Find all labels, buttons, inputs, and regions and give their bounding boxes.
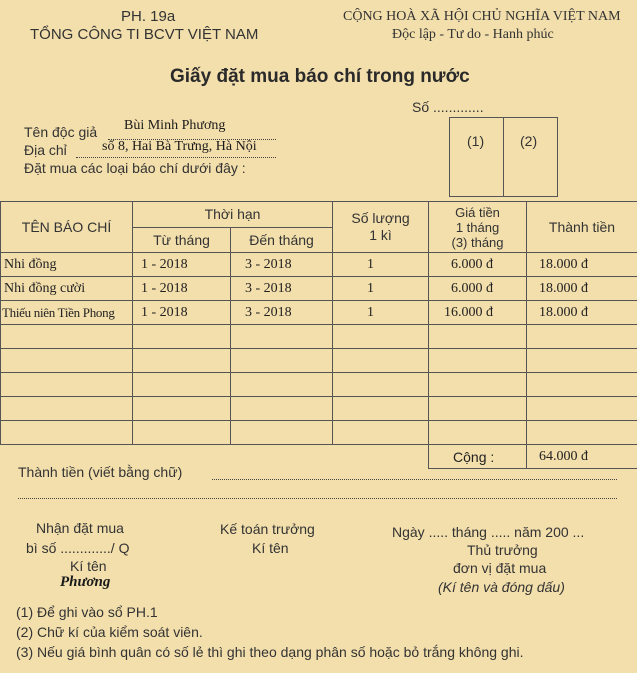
motto: Độc lập - Tư do - Hanh phúc — [392, 27, 554, 42]
table-row-empty — [1, 349, 637, 373]
receiver-title: Nhận đặt mua — [36, 520, 124, 536]
form-code: PH. 19a — [121, 8, 176, 25]
note-2: (2) Chữ kí của kiểm soát viên. — [16, 624, 203, 640]
row-total: 18.000 đ — [527, 253, 637, 277]
republic-title: CỘNG HOÀ XÃ HỘI CHỦ NGHĨA VIỆT NAM — [343, 9, 621, 24]
table-row — [1, 277, 637, 301]
table-row — [1, 253, 637, 277]
col-header-total: Thành tiền — [527, 202, 637, 253]
row-total: 18.000 đ — [527, 301, 637, 325]
col-header-period: Thời hạn — [133, 202, 333, 228]
form-title: Giấy đặt mua báo chí trong nước — [170, 66, 470, 87]
receiver-signature: Phương — [60, 574, 111, 590]
table-row-empty — [1, 325, 637, 349]
head-unit: đơn vị đặt mua — [453, 560, 547, 576]
number-label: Số ............. — [412, 99, 484, 115]
reader-name-label: Tên độc giả — [24, 124, 98, 140]
accountant-sign-label: Kí tên — [252, 540, 289, 556]
col-header-to: Đến tháng — [231, 227, 333, 253]
row-qty: 1 — [333, 301, 429, 325]
row-name: Nhi đồng — [1, 253, 133, 277]
sum-value: 64.000 đ — [527, 445, 637, 469]
sum-label: Cộng : — [429, 445, 527, 469]
subscription-table — [0, 201, 637, 469]
head-sign-note: (Kí tên và đóng dấu) — [438, 579, 565, 595]
row-price: 16.000 đ — [429, 301, 527, 325]
date-line: Ngày ..... tháng ..... năm 200 ... — [392, 524, 585, 540]
reader-address-value: số 8, Hai Bà Trưng, Hà Nội — [102, 139, 257, 154]
col-header-name: TÊN BÁO CHÍ — [1, 202, 133, 253]
row-to: 3 - 2018 — [231, 253, 333, 277]
company-name: TỔNG CÔNG TI BCVT VIỆT NAM — [30, 26, 259, 43]
note-1: (1) Để ghi vào sổ PH.1 — [16, 604, 158, 620]
table-row-empty — [1, 397, 637, 421]
col-header-from: Từ tháng — [133, 227, 231, 253]
col-header-price: Giá tiền 1 tháng (3) tháng — [429, 202, 527, 253]
box-1-label: (1) — [467, 133, 485, 149]
amount-words-line-1 — [212, 479, 617, 480]
row-to: 3 - 2018 — [231, 277, 333, 301]
accountant-title: Kế toán trưởng — [220, 521, 315, 537]
col-header-qty: Số lượng 1 kì — [333, 202, 429, 253]
row-total: 18.000 đ — [527, 277, 637, 301]
row-name: Nhi đồng cười — [1, 277, 133, 301]
control-boxes — [449, 117, 558, 197]
row-from: 1 - 2018 — [133, 301, 231, 325]
reader-address-line — [76, 157, 276, 158]
row-from: 1 - 2018 — [133, 253, 231, 277]
table-row-empty — [1, 421, 637, 445]
reader-name-value: Bùi Minh Phương — [124, 118, 226, 133]
reader-address-label: Địa chỉ — [24, 142, 67, 158]
table-row-empty — [1, 373, 637, 397]
receiver-envelope: bì số ............./ Q — [26, 540, 130, 556]
table-row — [1, 301, 637, 325]
order-label: Đặt mua các loại báo chí dưới đây : — [24, 160, 246, 176]
row-price: 6.000 đ — [429, 253, 527, 277]
row-to: 3 - 2018 — [231, 301, 333, 325]
row-price: 6.000 đ — [429, 277, 527, 301]
head-title: Thủ trưởng — [467, 542, 538, 558]
row-from: 1 - 2018 — [133, 277, 231, 301]
row-qty: 1 — [333, 277, 429, 301]
amount-words-label: Thành tiền (viết bằng chữ) — [18, 464, 183, 480]
box-2-label: (2) — [520, 133, 538, 149]
amount-words-line-2 — [18, 498, 617, 499]
row-qty: 1 — [333, 253, 429, 277]
note-3: (3) Nếu giá bình quân có số lẻ thì ghi theo dạng phân số hoặc bỏ trắng không ghi. — [16, 644, 524, 660]
receiver-sign-label: Kí tên — [70, 558, 107, 574]
row-name: Thiếu niên Tiền Phong — [1, 301, 133, 325]
